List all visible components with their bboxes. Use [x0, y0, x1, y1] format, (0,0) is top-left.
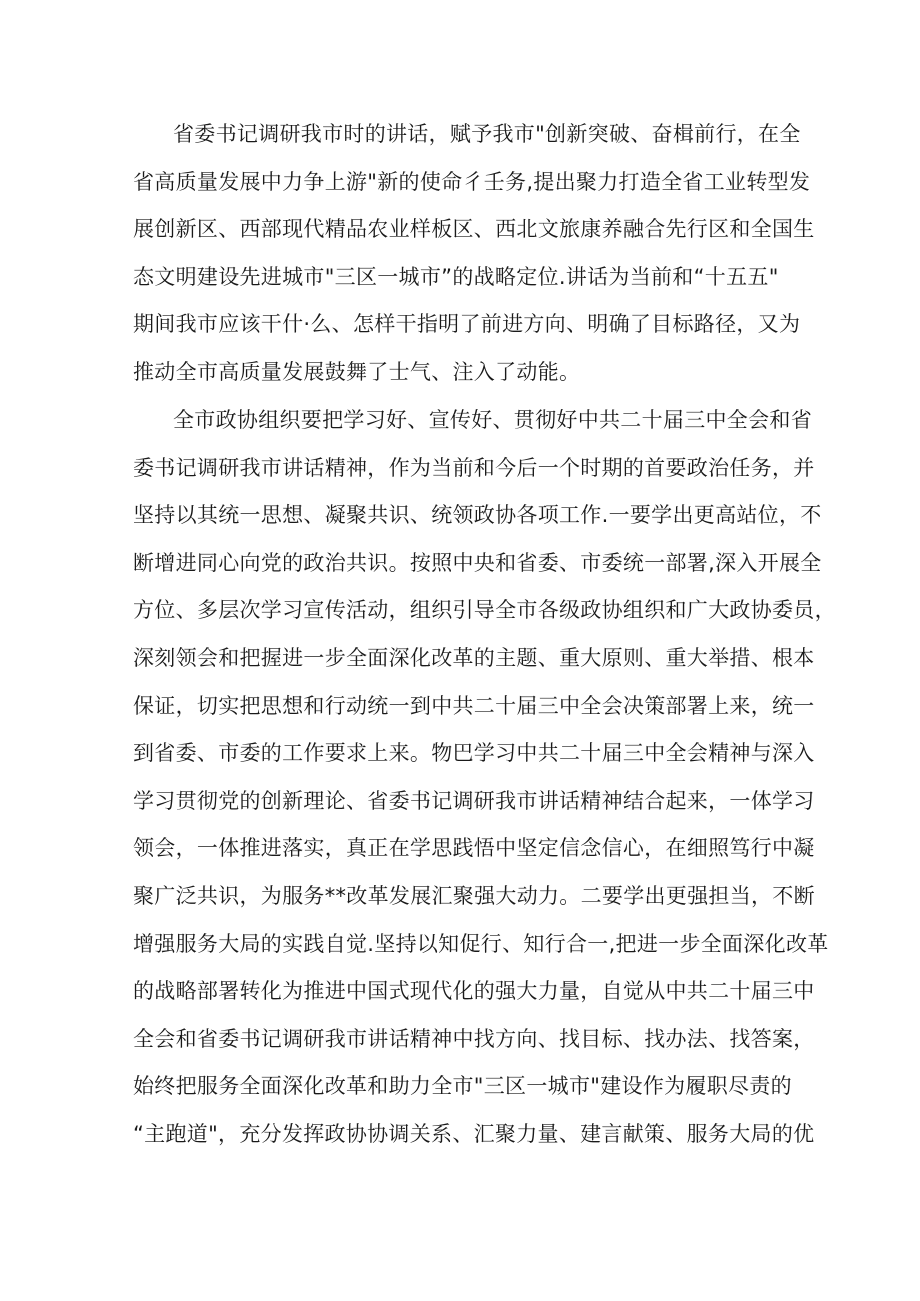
text-line: 增强服务大局的实践自觉.坚持以知促行、知行合一,把进一步全面深化改革	[133, 931, 829, 956]
text-line: 深刻领会和把握进一步全面深化改革的主题、重大原则、重大举措、根本	[133, 645, 815, 670]
text-line: 推动全市高质量发展鼓舞了士气、注入了动能。	[133, 359, 581, 384]
text-line: 态文明建设先进城市"三区一城市”的战略定位.讲话为当前和“十五五"	[133, 264, 779, 289]
text-line: 到省委、市委的工作要求上来。物巴学习中共二十届三中全会精神与深入	[133, 741, 815, 766]
text-line: 期间我市应该干什·么、怎样干指明了前进方向、明确了目标路径，又为	[133, 312, 801, 337]
text-line: 的战略部署转化为推进中国式现代化的强大力量，自觉从中共二十届三中	[133, 979, 815, 1004]
text-line: 领会，一体推进落实，真正在学思践悟中坚定信念信心，在细照笃行中凝	[133, 836, 815, 861]
text-line: 坚持以其统一思想、凝聚共识、统领政协各项工作.一要学出更高站位，不	[133, 503, 822, 528]
text-line: 聚广泛共识，为服务**改革发展汇聚强大动力。二要学出更强担当，不断	[133, 883, 815, 908]
text-line: 保证，切实把思想和行动统一到中共二十届三中全会决策部署上来，统一	[133, 693, 815, 718]
text-line: 学习贯彻党的创新理论、省委书记调研我市讲话精神结合起来，一体学习	[133, 788, 815, 813]
text-line: “主跑道"，充分发挥政协协调关系、汇聚力量、建言献策、服务大局的优	[133, 1121, 815, 1146]
text-line: 展创新区、西部现代精品农业样板区、西北文旅康养融合先行区和全国生	[133, 217, 815, 242]
text-line: 全市政协组织要把学习好、宣传好、贯彻好中共二十届三中全会和省	[173, 408, 812, 432]
text-line: 省委书记调研我市时的讲话，赋予我市"创新突破、奋楫前行，在全	[173, 122, 801, 146]
paragraph-1	[133, 111, 815, 397]
text-line: 断增进同心向党的政治共识。按照中央和省委、市委统一部署,深入开展全	[133, 550, 822, 575]
text-line: 全会和省委书记调研我市讲话精神中找方向、找目标、找办法、找答案，	[133, 1026, 815, 1051]
text-line: 始终把服务全面深化改革和助力全市"三区一城市"建设作为履职尽责的	[133, 1074, 792, 1099]
text-line: 省高质量发展中力争上游"新的使命彳壬务,提出聚力打造全省工业转型发	[133, 169, 811, 194]
text-line: 方位、多层次学习宣传活动，组织引导全市各级政协组织和广大政协委员，	[133, 598, 836, 623]
paragraph-2	[133, 397, 836, 1159]
text-line: 委书记调研我市讲话精神，作为当前和今后一个时期的首要政治任务，并	[133, 455, 815, 480]
